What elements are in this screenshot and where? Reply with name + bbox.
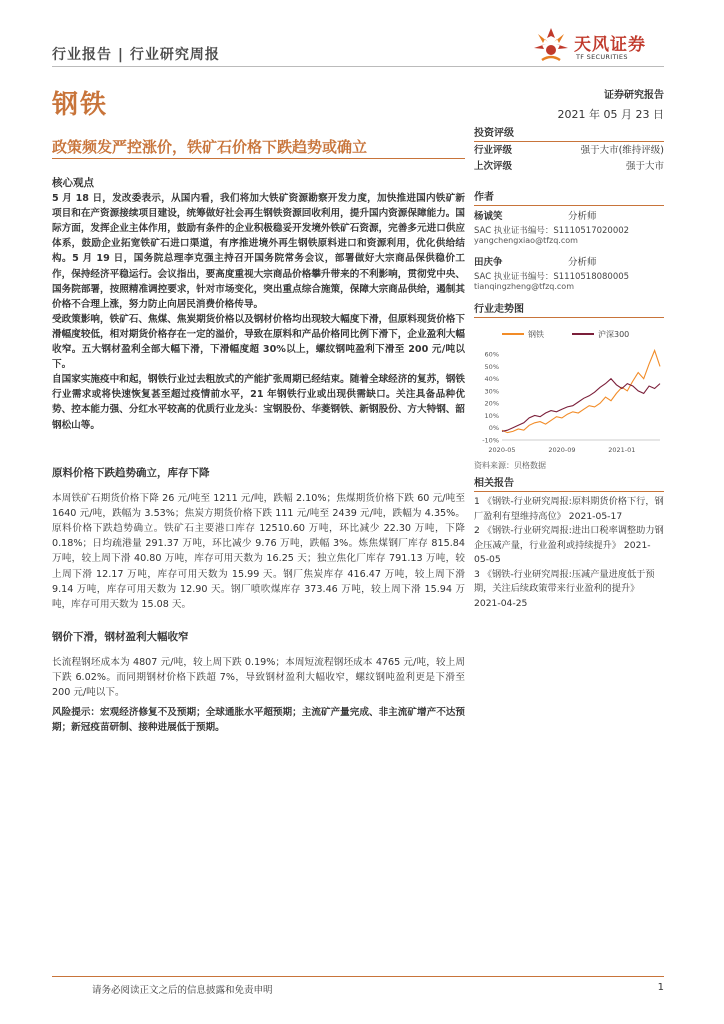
x-tick-label: 2020-05	[488, 446, 516, 454]
core-paragraph-3: 自国家实施疫中和起，钢铁行业过去粗放式的产能扩张周期已经结束。随着全球经济的复苏，钢铁行业需求或将快速恢复甚至超过疫情前水平，21 年钢铁行业或出现供需缺口。关注具备品种优势、控本能力强、分红水平较高的优质行业龙头：宝钢股份、华菱钢铁、新钢股份、方大特钢、韶钢松山等。	[52, 374, 465, 431]
prev-rating-value: 强于大市	[625, 161, 664, 172]
y-tick-label: -10%	[482, 436, 499, 445]
x-tick-label: 2021-01	[608, 446, 636, 454]
risk-warning	[52, 705, 465, 735]
industry-trend-chart	[474, 324, 664, 456]
report-title: 政策频发严控涨价，铁矿石价格下跌趋势或确立	[52, 138, 368, 156]
trend-heading: 行业走势图	[474, 300, 664, 318]
y-tick-label: 0%	[488, 424, 499, 433]
trend-block	[474, 300, 664, 471]
y-tick-label: 10%	[484, 411, 499, 420]
prev-rating-row	[474, 158, 664, 174]
legend-label: 沪深300	[598, 330, 630, 339]
risk-label: 风险提示：	[52, 707, 101, 718]
header-divider	[52, 66, 664, 67]
authors-heading: 作者	[474, 188, 664, 206]
author-1	[474, 208, 629, 245]
related-title[interactable]: 3 《钢铁-行业研究周报:压减产量进度低于预期，关注后续政策带来行业盈利的提升》	[474, 568, 655, 594]
core-views	[52, 176, 465, 433]
page-number: 1	[657, 982, 664, 993]
related-block	[474, 474, 664, 611]
related-date: 2021-05-17	[568, 510, 623, 522]
related-item[interactable]	[474, 495, 664, 524]
logo	[530, 24, 670, 68]
footer-divider	[52, 976, 664, 977]
legend-label: 钢铁	[528, 330, 544, 339]
core-paragraph-2: 受政策影响，铁矿石、焦煤、焦炭期货价格以及钢材价格均出现较大幅度下滑，但原料现货价格下滑幅度较低，相对期货价格存在一定的溢价，导致在原料和产品价格同比例下滑下，企业盈利大幅收窄。五大钢材盈利全部大幅下滑，下滑幅度超 30%以上，螺纹钢吨盈利下滑至 200 元/吨以下。	[52, 313, 465, 371]
title-divider	[52, 158, 465, 159]
section-raw-materials	[52, 466, 465, 612]
series-line	[502, 351, 660, 433]
author-sac: SAC 执业证书编号：S1110518080005	[474, 272, 630, 282]
prev-rating-label: 上次评级	[474, 161, 513, 172]
report-type: 证券研究报告	[604, 90, 664, 101]
related-title[interactable]: 2 《钢铁-行业研究周报:进出口税率调整助力钢企压减产量，行业盈利或持续提升》	[474, 525, 664, 551]
series-line	[502, 379, 660, 432]
author-email: tianqingzheng@tfzq.com	[474, 282, 574, 291]
sector-title: 钢铁	[52, 90, 109, 120]
risk-text: 宏观经济修复不及预期；全球通胀水平超预期；主流矿产量完成、非主流矿增产不达预期；新冠疫苗研制、接种进展低于预期。	[52, 707, 466, 734]
section2-heading: 原料价格下跌趋势确立，库存下降	[52, 467, 210, 479]
authors-block	[474, 188, 664, 291]
industry-rating-label: 行业评级	[474, 145, 513, 156]
author-role: 分析师	[568, 211, 597, 222]
report-category: 行业报告 | 行业研究周报	[52, 47, 220, 63]
logo-english: TF SECURITIES	[576, 53, 628, 61]
section3-heading: 钢价下滑，钢材盈利大幅收窄	[52, 631, 189, 643]
y-tick-label: 20%	[484, 399, 499, 408]
footer-disclaimer: 请务必阅读正文之后的信息披露和免责申明	[92, 985, 273, 996]
related-item[interactable]	[474, 568, 664, 612]
author-email: yangchengxiao@tfzq.com	[474, 236, 578, 245]
related-title[interactable]: 1 《钢铁-行业研究周报:原料期货价格下行，钢厂盈利有望维持高位》	[474, 496, 664, 522]
report-date: 2021 年 05 月 23 日	[557, 108, 664, 121]
related-date: 2021-04-25	[474, 597, 528, 609]
chart-source: 资料来源：贝格数据	[474, 461, 546, 470]
author-2	[474, 254, 629, 291]
related-item[interactable]	[474, 524, 664, 568]
author-sac: SAC 执业证书编号：S1110517020002	[474, 226, 630, 236]
industry-rating-row	[474, 142, 664, 158]
author-name: 田庆争	[474, 257, 503, 268]
y-tick-label: 40%	[484, 375, 499, 384]
section3-paragraph: 长流程钢坯成本为 4807 元/吨，较上周下跌 0.19%；本周短流程钢坯成本 4765 元/吨，较上周下跌 6.02%。而同期钢材价格下跌超 7%，导致钢材盈利大幅收窄，螺纹钢吨盈利更是下滑至 200 元/吨以下。	[52, 657, 465, 699]
author-role: 分析师	[568, 257, 597, 268]
logo-text: 天风证券	[574, 35, 646, 55]
core-paragraph-1: 5 月 18 日，发改委表示，从国内看，我们将加大铁矿资源勘察开发力度，加快推进国内铁矿新项目和在产资源接续项目建设，统筹做好社会再生钢铁资源回收利用，提升国内资源保障能力。国际方面，发挥企业主体作用，鼓励有条件的企业积极稳妥开发境外铁矿石资源，完善多元进口供应体系，鼓励企业拓宽铁矿石进口渠道，有序推进境外再生钢铁原料进口和资源利用，优化供给结构。5 月 19 日，国务院总理李克强主持召开国务院常务会议，部署做好大宗商品保供稳价工作，保持经济平稳运行。会议指出，要高度重视大宗商品价格攀升带来的不利影响，贯彻党中央、国务院部署，按照精准调控要求，针对市场变化，突出重点综合施策，保障大宗商品供给，遏制其价格不合理上涨，努力防止向居民消费价格传导。	[52, 193, 465, 310]
y-tick-label: 60%	[484, 350, 499, 359]
section-steel-price	[52, 630, 465, 700]
rating-heading: 投资评级	[474, 124, 664, 142]
y-tick-label: 50%	[484, 362, 499, 371]
related-date: 2021-05-05	[474, 539, 651, 565]
industry-rating-value: 强于大市(维持评级)	[580, 145, 664, 156]
logo-mark-icon	[530, 24, 572, 66]
y-tick-label: 30%	[484, 387, 499, 396]
author-name: 杨诚笑	[474, 211, 503, 222]
related-heading: 相关报告	[474, 474, 664, 492]
rating-block	[474, 124, 664, 172]
x-tick-label: 2020-09	[548, 446, 576, 454]
section2-paragraph: 本周铁矿石期货价格下降 26 元/吨至 1211 元/吨，跌幅 2.10%；焦煤期货价格下跌 60 元/吨至 1640 元/吨，跌幅为 3.53%；焦炭方期货价格下跌 111 元/吨至 2439 元/吨，跌幅为 4.35%。原料价格下跌趋势确立。铁矿石主要港口库存 12510.60 万吨，环比减少 22.30 万吨，下降 0.18%；日均疏港量 291.37 万吨，环比减少 9.76 万吨，跌幅 3%。炼焦煤钢厂库存 815.84 万吨，较上周下滑 40.80 万吨，库存可用天数为 16.25 天；独立焦化厂库存 791.13 万吨，较上周下滑 12.17 万吨，库存可用天数为 15.99 天。钢厂焦炭库存 416.47 万吨，较上周下滑 9.14 万吨，库存可用天数为 12.90 天。钢厂喷吹煤库存 373.46 万吨，较上周下滑 15.94 万吨，库存可用天数为 15.08 天。	[52, 493, 465, 610]
core-heading: 核心观点	[52, 177, 94, 189]
